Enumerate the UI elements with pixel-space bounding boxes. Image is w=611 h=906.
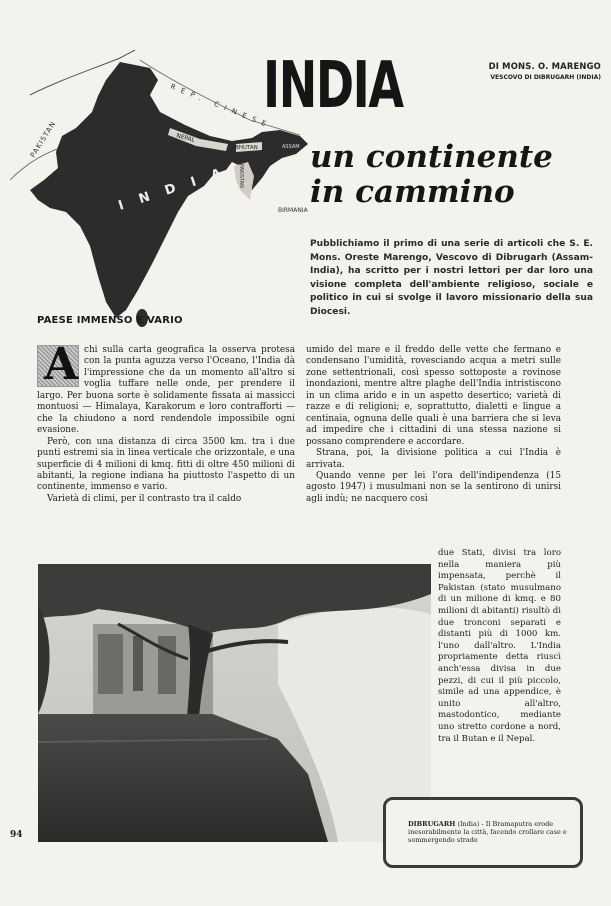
article-intro: Pubblichiamo il primo di una serie di articoli che S. E. Mons. Oreste Marengo, Vescovo di Dibrugarh (Assam-India), ha scritto per i nostri lettori per dar loro una visione completa dell'ambiente religioso, sociale e politico in cui si svolge il lavoro missionario della sua Diocesi. [310,239,593,317]
paragraph: Strana, poi, la divisione politica a cui l'India è arrivata. [306,448,561,470]
drop-cap-letter: A [44,339,79,390]
photo-building-pillar [133,636,143,691]
paragraph: umido del mare e il freddo delle vette che fermano e condensano l'umidità, rovesciando acqua a metri sulle zone settentrionali, così spesso sottoposte a rovinose inondazioni, mentre altre plaghe dell'India intristiscono in un clima arido e in un aspetto desertico; varietà di razze e di religioni; e, soprattutto, dialetti e lingue a centinaia, ognuna delle quali è una barriera che si leva ad impedire che i cittadini di una stessa nazione si possano comprendere e accordare. [306,345,561,447]
map-label-india: I N D I A [116,164,230,214]
paragraph: Varietà di climi, per il contrasto tra il caldo [47,493,242,504]
text-column-1 [37,339,295,505]
subtitle-line-1: un continente [310,139,553,175]
drop-cap [37,339,79,390]
caption-text: (India) - Il Bramaputra erode inesorabilmente la città, facendo crollare case e sommergendo strade [408,820,567,845]
paragraph: due Stati, divisi tra loro nella maniera più impensata, perchè il Pakistan (stato musulmano di un milione di kmq. e 80 milioni di abitanti) risultò di due tronconi separati e distanti più di 1000 km. l'uno dall'altro. L'India propriamente detta riuscì anch'essa divisa in due pezzi, di cui il più piccolo, simile ad una appendice, è unito all'altro, mastodontico, mediante uno stretto cordone a nord, tra il Butan e il Nepal. [438,548,561,744]
caption-place: DIBRUGARH [408,820,456,828]
map-label-pakistan: PAKISTAN [28,119,58,160]
author-name: DI MONS. O. MARENGO [488,61,601,71]
photo-caption [383,797,583,868]
map-label-cina: REP. CINESE [169,82,273,131]
map-label-pakistan-east: PAKISTAN [238,164,244,188]
riverbank-photo [38,564,431,842]
paragraph: Però, con una distanza di circa 3500 km. tra i due punti estremi sia in linea verticale che orizzontale, e una superficie di 4 milioni di kmq. fitti di oltre 450 milioni di abitanti, la regione indiana ha piuttosto l'aspetto di un continente, immenso e vario. [37,436,295,493]
author-role: VESCOVO DI DIBRUGARH (INDIA) [490,74,601,81]
article-title: INDIA [263,49,403,123]
map-label-assam: ASSAM [282,144,300,150]
photo-building-window [98,634,123,694]
author-block [476,61,601,81]
paragraph: chi sulla carta geografica la osserva protesa con la punta aguzza verso l'Oceano, l'India dà l'impressione che da un momento all'altro si voglia tuffare nelle onde, per prendere il largo. Per buona sorte è solidamente fissata ai massicci montuosi — Himalaya, Karakorum e loro contrafforti — che la chiudono a nord rendendole impossibile ogni evasione. [37,345,295,436]
text-column-2 [306,345,561,505]
section-heading: PAESE IMMENSO E VARIO [37,315,183,326]
text-column-3 [438,548,561,745]
paragraph: Quando venne per lei l'ora dell'indipendenza (15 agosto 1947) i musulmani non se la sentirono di unirsi agli indù; ne nacquero così [306,470,561,504]
map-label-bhutan: BHUTAN [235,145,258,151]
article-subtitle [310,140,570,209]
page-number: 94 [10,830,23,840]
photo-building-window [158,636,176,694]
subtitle-line-2: in cammino [310,173,515,210]
map-label-nepal: NEPAL [175,132,196,145]
map-label-birmania: BIRMANIA [278,207,308,214]
